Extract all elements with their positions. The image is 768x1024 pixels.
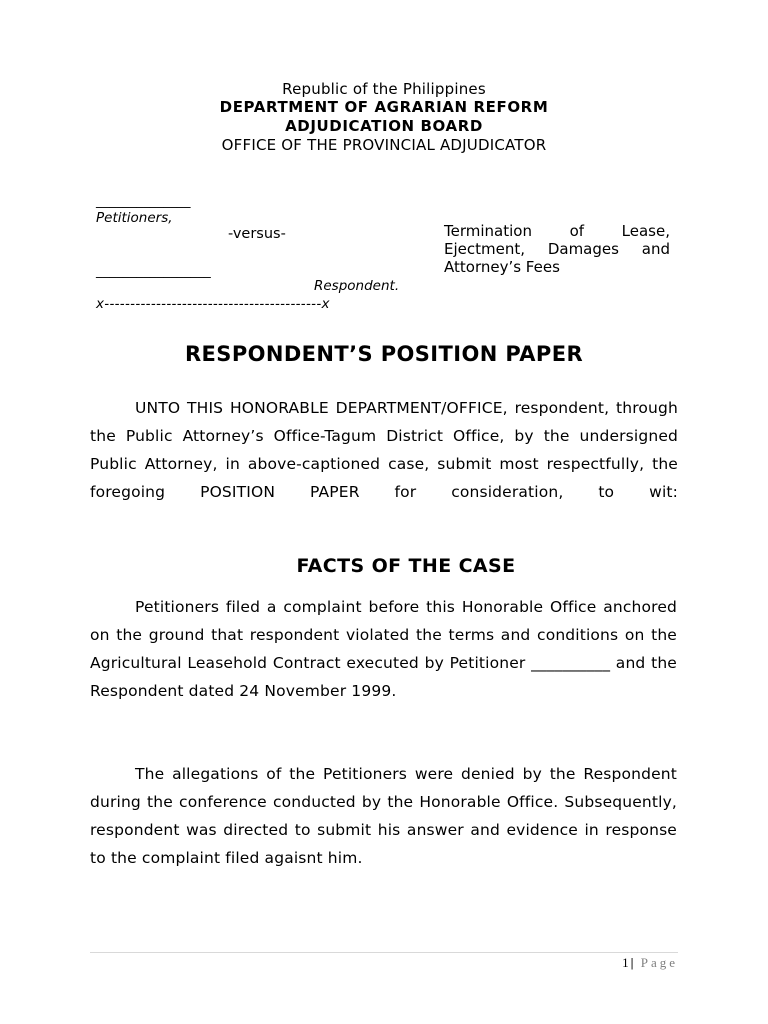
case-title: Termination of Lease, Ejectment, Damages and Attorney’s Fees <box>444 222 670 276</box>
petitioners-label: Petitioners, <box>96 210 173 226</box>
footer-rule <box>90 952 678 953</box>
page-label: Page <box>640 955 678 970</box>
versus-label: -versus- <box>228 226 286 242</box>
intro-paragraph-text: UNTO THIS HONORABLE DEPARTMENT/OFFICE, respondent, through the Public Attorney’s Office-Tagum District Office, by the undersigned Public Attorney, in above-captioned case, submit most respectfully, the foregoing POSITION PAPER for consideration, to wit: <box>90 399 678 501</box>
respondent-blank: _________________ <box>96 263 211 279</box>
intro-paragraph <box>90 394 678 506</box>
page-number-value: 1 <box>622 955 631 970</box>
header-office: OFFICE OF THE PROVINCIAL ADJUDICATOR <box>221 136 547 154</box>
respondent-label: Respondent. <box>314 278 400 294</box>
page-number <box>622 955 678 971</box>
section-title: FACTS OF THE CASE <box>296 555 516 577</box>
header-department: DEPARTMENT OF AGRARIAN REFORM <box>219 98 549 116</box>
page-number-separator: | <box>630 955 636 970</box>
petitioner-blank: ______________ <box>96 193 191 209</box>
header-republic: Republic of the Philippines <box>282 80 486 98</box>
facts-paragraph-1: Petitioners filed a complaint before this Honorable Office anchored on the ground that respondent violated the terms and conditions on the Agricultural Leasehold Contract executed by Petitioner __________ and the Respondent dated 24 November 1999. <box>90 598 677 700</box>
facts-paragraph-2: The allegations of the Petitioners were denied by the Respondent during the conference conducted by the Honorable Office. Subsequently, respondent was directed to submit his answer and evidence in response to the complaint filed agaisnt him. <box>90 765 677 867</box>
document-title: RESPONDENT’S POSITION PAPER <box>184 342 584 366</box>
caption-divider: x------------------------------------------x <box>96 296 330 312</box>
header-board: ADJUDICATION BOARD <box>285 117 483 135</box>
